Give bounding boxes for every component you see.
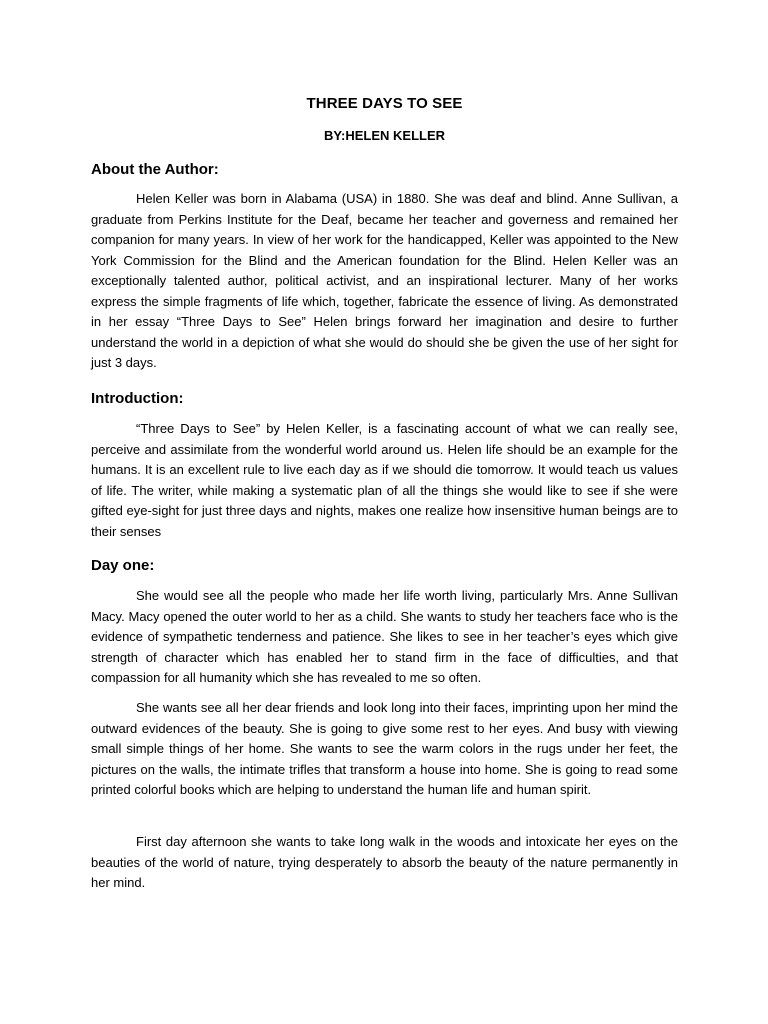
paragraph-day-one-2: She wants see all her dear friends and look long into their faces, imprinting upon her mind the outward evidences of the beauty. She is going to give some rest to her eyes. And busy with viewing small simple things of her home. She wants to see the warm colors in the rugs under her feet, the pictures on the walls, the intimate trifles that transform a house into home. She is going to read some printed colorful books which are helping to understand the human life and human spirit. [91,700,678,797]
paragraph-introduction: “Three Days to See” by Helen Keller, is a fascinating account of what we can really see, perceive and assimilate from the wonderful world around us. Helen life should be an example for the humans. It is an excellent rule to live each day as if we should die tomorrow. It would teach us values of life. The writer, while making a systematic plan of all the things she would like to see if she were gifted eye-sight for just three days and nights, makes one realize how insensitive human beings are to their senses [91,421,678,539]
paragraph-day-one-1: She would see all the people who made her life worth living, particularly Mrs. Anne Sullivan Macy. Macy opened the outer world to her as a child. She wants to study her teachers face who is the evidence of sympathetic tenderness and patience. She likes to see in her teacher’s eyes which give strength of character which has enabled her to stand firm in the face of difficulties, and that compassion for all humanity which she has revealed to me so often. [91,588,678,685]
paragraph-about-author: Helen Keller was born in Alabama (USA) in 1880. She was deaf and blind. Anne Sullivan, a graduate from Perkins Institute for the Deaf, became her teacher and governess and remained her companion for many years. In view of her work for the handicapped, Keller was appointed to the New York Commission for the Blind and the American foundation for the Blind. Helen Keller was an exceptionally talented author, political activist, and an inspirational lecturer. Many of her works express the simple fragments of life which, together, fabricate the essence of living. As demonstrated in her essay “Three Days to See” Helen brings forward her imagination and desire to further understand the world in a depiction of what she would do should she be given the use of her sight for just 3 days. [91,191,678,370]
document-byline: BY:HELEN KELLER [323,128,446,143]
paragraph-day-one-3: First day afternoon she wants to take long walk in the woods and intoxicate her eyes on the beauties of the world of nature, trying desperately to absorb the beauty of the nature permanently in her mind. [91,834,678,890]
section-heading-about-author: About the Author: [91,161,219,178]
section-heading-day-one: Day one: [91,557,155,574]
document-title: THREE DAYS TO SEE [306,95,463,112]
section-heading-introduction: Introduction: [91,390,184,407]
